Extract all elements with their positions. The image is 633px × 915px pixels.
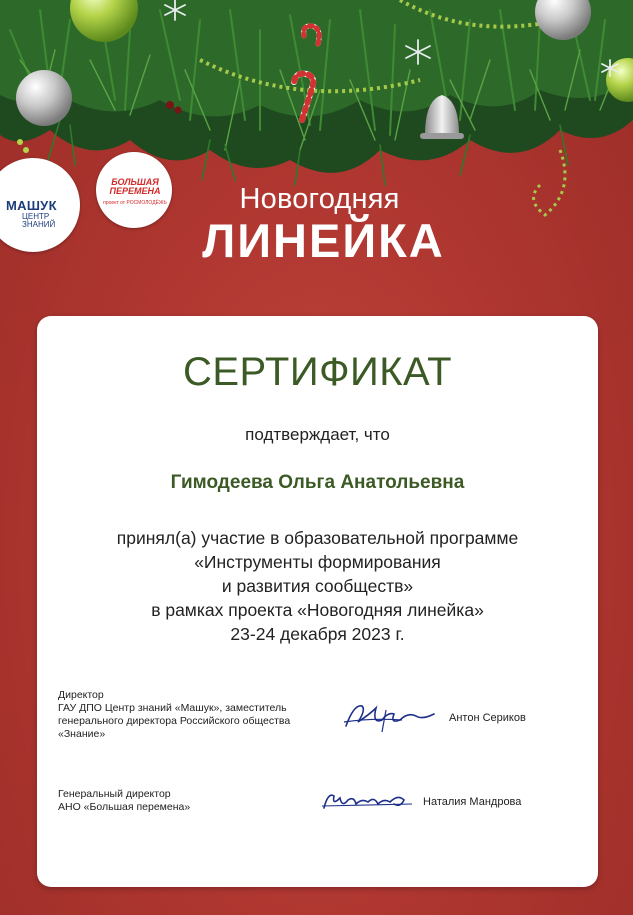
body-line: в рамках проекта «Новогодняя линейка» bbox=[151, 600, 484, 620]
role-line: ГАУ ДПО Центр знаний «Машук», заместитель bbox=[58, 702, 287, 714]
bp-logo-text2: ПЕРЕМЕНА bbox=[109, 186, 161, 196]
recipient-name: Гимодеева Ольга Анатольевна bbox=[170, 472, 465, 493]
confirms-text: подтверждает, что bbox=[245, 425, 390, 444]
mashuk-logo-subtext: ЦЕНТР bbox=[22, 212, 50, 221]
mashuk-logo-text: МАШУК bbox=[6, 198, 57, 213]
mashuk-logo-subtext2: ЗНАНИЙ bbox=[22, 220, 56, 229]
body-line: и развития сообществ» bbox=[221, 576, 414, 596]
role-line: генерального директора Российского общества bbox=[58, 715, 291, 727]
body-line: 23-24 декабря 2023 г. bbox=[230, 624, 405, 644]
certificate-title: СЕРТИФИКАТ bbox=[182, 350, 453, 394]
role-line: «Знание» bbox=[58, 728, 106, 740]
signature-2-image bbox=[320, 786, 416, 816]
signatory-2-role bbox=[58, 788, 190, 814]
bp-logo-text1: БОЛЬШАЯ bbox=[111, 177, 159, 187]
role-line: Генеральный директор bbox=[58, 788, 171, 800]
certificate-card bbox=[37, 316, 598, 887]
signatory-1-role bbox=[58, 689, 290, 741]
body-line: «Инструменты формирования bbox=[194, 552, 441, 572]
certificate-body bbox=[37, 526, 598, 646]
signatory-1-name: Антон Сериков bbox=[449, 712, 526, 724]
signatory-2-name: Наталия Мандрова bbox=[423, 796, 522, 808]
body-line: принял(а) участие в образовательной программе bbox=[116, 528, 519, 548]
role-line: Директор bbox=[58, 689, 104, 701]
role-line: АНО «Большая перемена» bbox=[58, 801, 191, 813]
bp-logo-subtext: проект от РОСМОЛОДЁЖЬ bbox=[103, 200, 167, 206]
signature-1-image bbox=[342, 700, 438, 734]
event-title-small: Новогодняя bbox=[239, 183, 400, 215]
event-title-big: ЛИНЕЙКА bbox=[202, 214, 445, 267]
